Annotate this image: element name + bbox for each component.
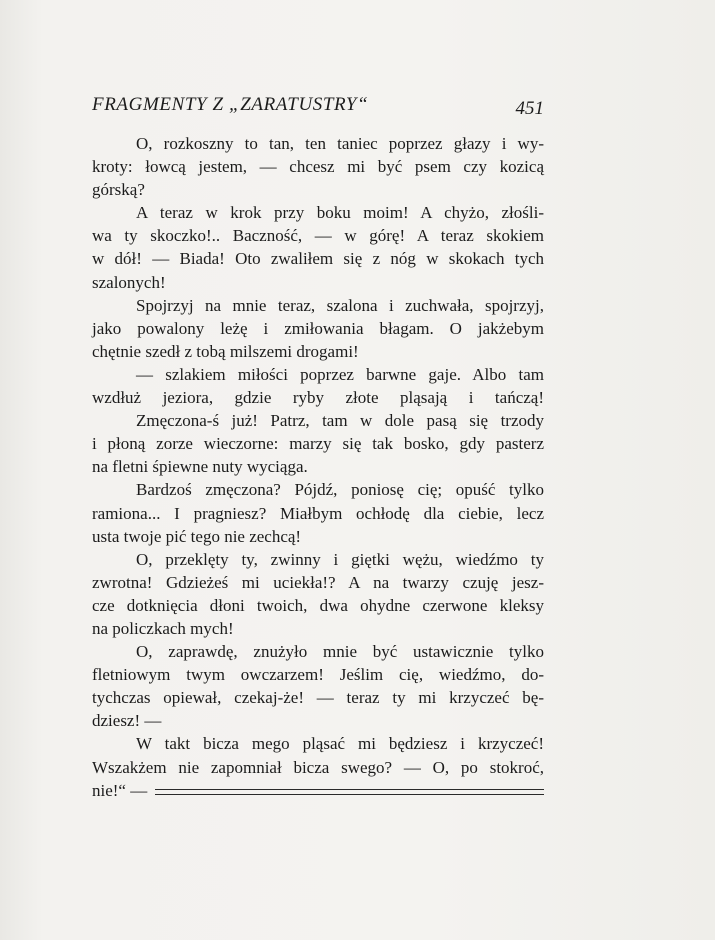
text-line: Spojrzyj na mnie teraz, szalona i zuchwała, spojrzyj, (136, 295, 544, 315)
text-line: chętnie szedł z tobą milszemi drogami! (92, 341, 359, 361)
text-line: jako powalony leżę i zmiłowania błagam. O jakżebym (92, 318, 544, 338)
text-line: fletniowym twym owczarzem! Jeślim cię, wiedźmo, do- (92, 665, 544, 685)
text-line: Bardzoś zmęczona? Pójdź, poniosę cię; opuść tylko (136, 480, 544, 500)
text-line: w dół! — Biada! Oto zwaliłem się z nóg w skokach tych (92, 249, 544, 269)
text-line: O, zaprawdę, znużyło mnie być ustawicznie tylko (136, 642, 544, 662)
text-lines (92, 132, 544, 779)
text-line: — szlakiem miłości poprzez barwne gaje. Albo tam (136, 364, 544, 384)
text-line: wa ty skoczko!.. Baczność, — w górę! A teraz skokiem (92, 226, 544, 246)
running-head (92, 92, 544, 122)
text-line: szalonych! (92, 272, 166, 292)
text-line: na fletni śpiewne nuty wyciąga. (92, 457, 308, 477)
text-line: zwrotna! Gdzieżeś mi uciekła!? A na twarzy czuję jesz- (92, 572, 544, 592)
text-line: usta twoje pić tego nie zechcą! (92, 526, 302, 546)
end-rule (155, 789, 544, 795)
text-line: ramiona... I pragniesz? Miałbym ochłodę dla ciebie, lecz (92, 503, 544, 523)
final-line-text: nie!“ — (92, 780, 148, 800)
text-line: W takt bicza mego pląsać mi będziesz i krzyczeć! (136, 734, 544, 754)
text-line: cze dotknięcia dłoni twoich, dwa ohydne czerwone kleksy (92, 595, 544, 615)
text-line: dziesz! — (92, 711, 162, 731)
text-line: O, rozkoszny to tan, ten taniec poprzez głazy i wy- (136, 134, 544, 153)
text-line: wzdłuż jeziora, gdzie ryby złote pląsają i tańczą! (92, 388, 544, 408)
running-title: FRAGMENTY Z „ZARATUSTRY“ (92, 94, 369, 115)
text-line: tychczas opiewał, czekaj-że! — teraz ty mi krzyczeć bę- (92, 688, 544, 708)
page-number: 451 (515, 98, 544, 119)
text-line: kroty: łowcą jestem, — chcesz mi być psem czy kozicą (92, 157, 544, 177)
text-line: górską? (92, 180, 145, 200)
text-line: i płoną zorze wieczorne: marzy się tak bosko, gdy pasterz (92, 434, 544, 454)
text-line: A teraz w krok przy boku moim! A chyżo, złośli- (136, 203, 544, 223)
text-line: O, przeklęty ty, zwinny i giętki wężu, wiedźmo ty (136, 549, 544, 569)
text-line: Zmęczona-ś już! Patrz, tam w dole pasą się trzody (136, 411, 544, 431)
body-text (92, 132, 544, 802)
final-line (92, 779, 544, 802)
text-line: Wszakżem nie zapomniał bicza swego? — O, po stokroć, (92, 757, 544, 777)
text-line: na policzkach mych! (92, 618, 234, 638)
